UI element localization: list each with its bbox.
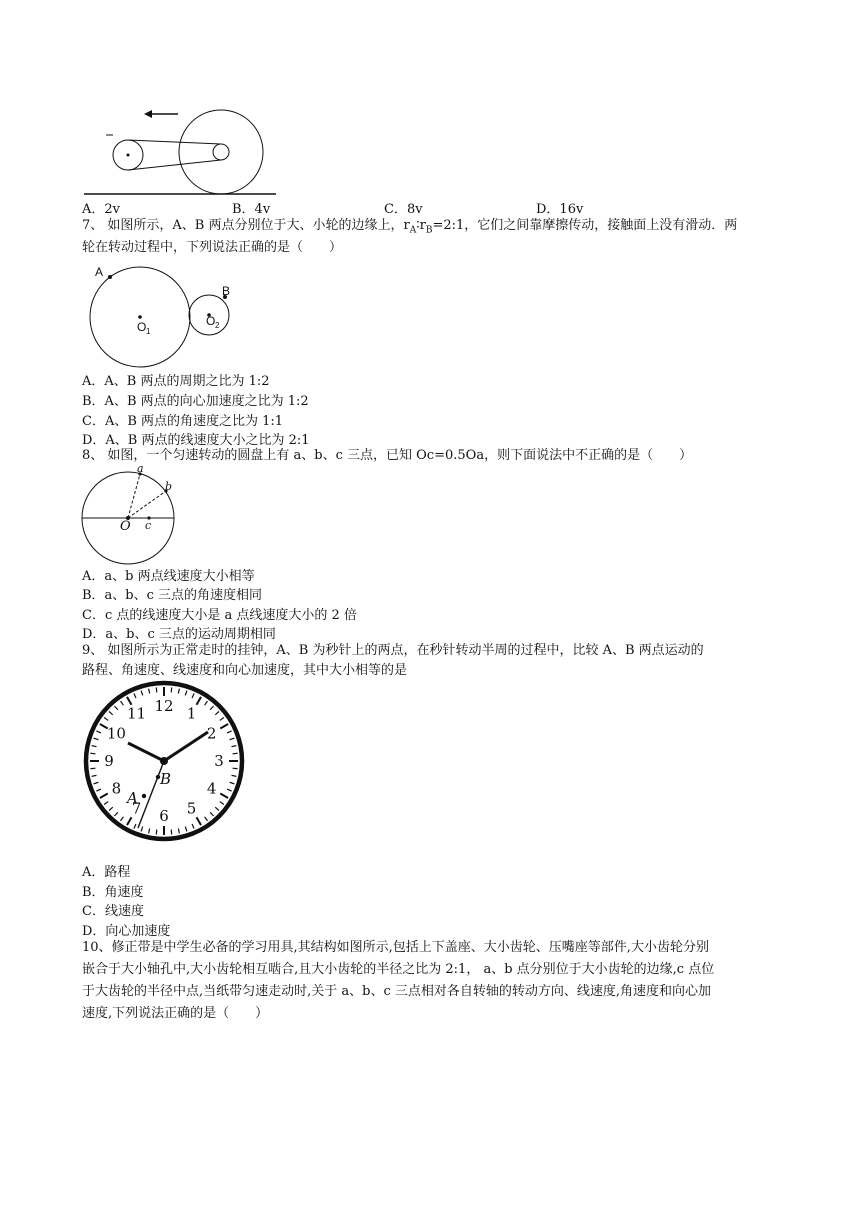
belt-top bbox=[128, 140, 221, 144]
label-b: b bbox=[165, 480, 173, 493]
label-b: B bbox=[160, 770, 172, 788]
q7-question-line2: 轮在转动过程中，下列说法正确的是（ ） bbox=[82, 240, 343, 255]
label-b: B bbox=[222, 284, 231, 298]
q10-question-line1: 10、修正带是中学生必备的学习用具,其结构如图所示,包括上下盖座、大小齿轮、压嘴座等部件,大小齿轮分别 bbox=[82, 940, 709, 955]
clock-number: 8 bbox=[111, 779, 122, 798]
q10-question-line2: 嵌合于大小轴孔中,大小齿轮相互啮合,且大小齿轮的半径之比为 2:1， a、b 点分别位于大小齿轮的边缘,c 点位 bbox=[82, 962, 715, 977]
label-o1: O bbox=[137, 320, 147, 334]
q9-option-a: A．路程 bbox=[82, 865, 131, 880]
clock-number: 10 bbox=[106, 724, 126, 743]
q10-question-line4: 速度,下列说法正确的是（ ） bbox=[82, 1006, 269, 1021]
q10-question-line3: 于大齿轮的半径中点,当纸带匀速走动时,关于 a、b、c 三点相对各自转轴的转动方向、线速度,角速度和向心加 bbox=[82, 984, 712, 999]
label-a: A bbox=[95, 265, 104, 279]
clock-tick bbox=[233, 768, 238, 769]
q7-option-c: C．A、B 两点的角速度之比为 1:1 bbox=[82, 414, 284, 429]
q9-option-d: D．向心加速度 bbox=[82, 924, 171, 939]
label-o: O bbox=[120, 519, 131, 534]
q8-option-b: B．a、b、c 三点的角速度相同 bbox=[82, 588, 263, 603]
clock-tick bbox=[171, 687, 172, 692]
q8-option-d: D．a、b、c 三点的运动周期相同 bbox=[82, 627, 276, 642]
pulley bbox=[213, 144, 229, 160]
clock-number: 9 bbox=[104, 752, 114, 770]
q8-option-a: A．a、b 两点线速度大小相等 bbox=[82, 569, 255, 584]
rotating-disc-figure bbox=[80, 462, 180, 565]
q9-option-c: C．线速度 bbox=[82, 904, 144, 919]
svg-text:2: 2 bbox=[215, 321, 220, 330]
clock-number: 12 bbox=[154, 697, 174, 715]
point-a bbox=[108, 275, 112, 279]
clock-tick bbox=[171, 830, 172, 835]
q7-option-d: D．A、B 两点的线速度大小之比为 2:1 bbox=[82, 433, 310, 448]
clock-number: 3 bbox=[214, 752, 224, 770]
q6-option-a: A．2v bbox=[82, 202, 121, 217]
label-a: a bbox=[137, 462, 144, 475]
clock-number: 4 bbox=[206, 779, 217, 798]
q6-option-c: C．8v bbox=[384, 202, 423, 217]
q6-option-d: D．16v bbox=[536, 202, 584, 217]
radius-oa bbox=[128, 474, 140, 518]
q8-option-c: C．c 点的线速度大小是 a 点线速度大小的 2 倍 bbox=[82, 608, 357, 623]
q8-question-line1: 8、 如图，一个匀速转动的圆盘上有 a、b、c 三点，已知 Oc=0.5Oa，则下面说法中不正确的是（ ） bbox=[82, 448, 693, 463]
q9-question-line1: 9、 如图所示为正常走时的挂钟，A、B 为秒针上的两点，在秒针转动半周的过程中，比较 A、B 两点运动的 bbox=[82, 643, 704, 658]
q6-option-b: B．4v bbox=[232, 202, 271, 217]
clock-tick bbox=[90, 768, 95, 769]
q9-option-b: B．角速度 bbox=[82, 885, 144, 900]
clock-number: 11 bbox=[126, 704, 147, 723]
clock-number: 1 bbox=[186, 704, 197, 723]
clock-tick bbox=[233, 753, 238, 754]
q7-option-b: B．A、B 两点的向心加速度之比为 1:2 bbox=[82, 394, 309, 409]
clock-tick bbox=[156, 830, 157, 835]
label-c: c bbox=[145, 519, 152, 532]
clock-number: 6 bbox=[159, 807, 169, 825]
clock-tick bbox=[156, 687, 157, 692]
radius-ob bbox=[128, 491, 166, 518]
clock-number: 2 bbox=[206, 724, 217, 743]
large-wheel bbox=[179, 110, 263, 194]
clock-tick bbox=[90, 753, 95, 754]
q7-option-a: A．A、B 两点的周期之比为 1:2 bbox=[82, 374, 270, 389]
label-o2: O bbox=[206, 314, 216, 328]
label-a: A bbox=[127, 789, 138, 807]
belt-wheels-figure bbox=[80, 105, 280, 205]
clock-number: 7 bbox=[131, 799, 142, 818]
wall-clock-figure bbox=[80, 680, 250, 850]
clock-number: 5 bbox=[186, 799, 197, 818]
q9-question-line2: 路程、角速度、线速度和向心加速度，其中大小相等的是 bbox=[82, 663, 408, 678]
point-a-dot bbox=[142, 794, 146, 798]
q7-question-line1: 7、 如图所示，A、B 两点分别位于大、小轮的边缘上，$r_A∶r_B=2:1$，它们之间靠摩擦传动，接触面上没有滑动．两 bbox=[82, 218, 738, 236]
friction-wheels-figure bbox=[85, 265, 245, 375]
svg-text:1: 1 bbox=[146, 327, 151, 336]
